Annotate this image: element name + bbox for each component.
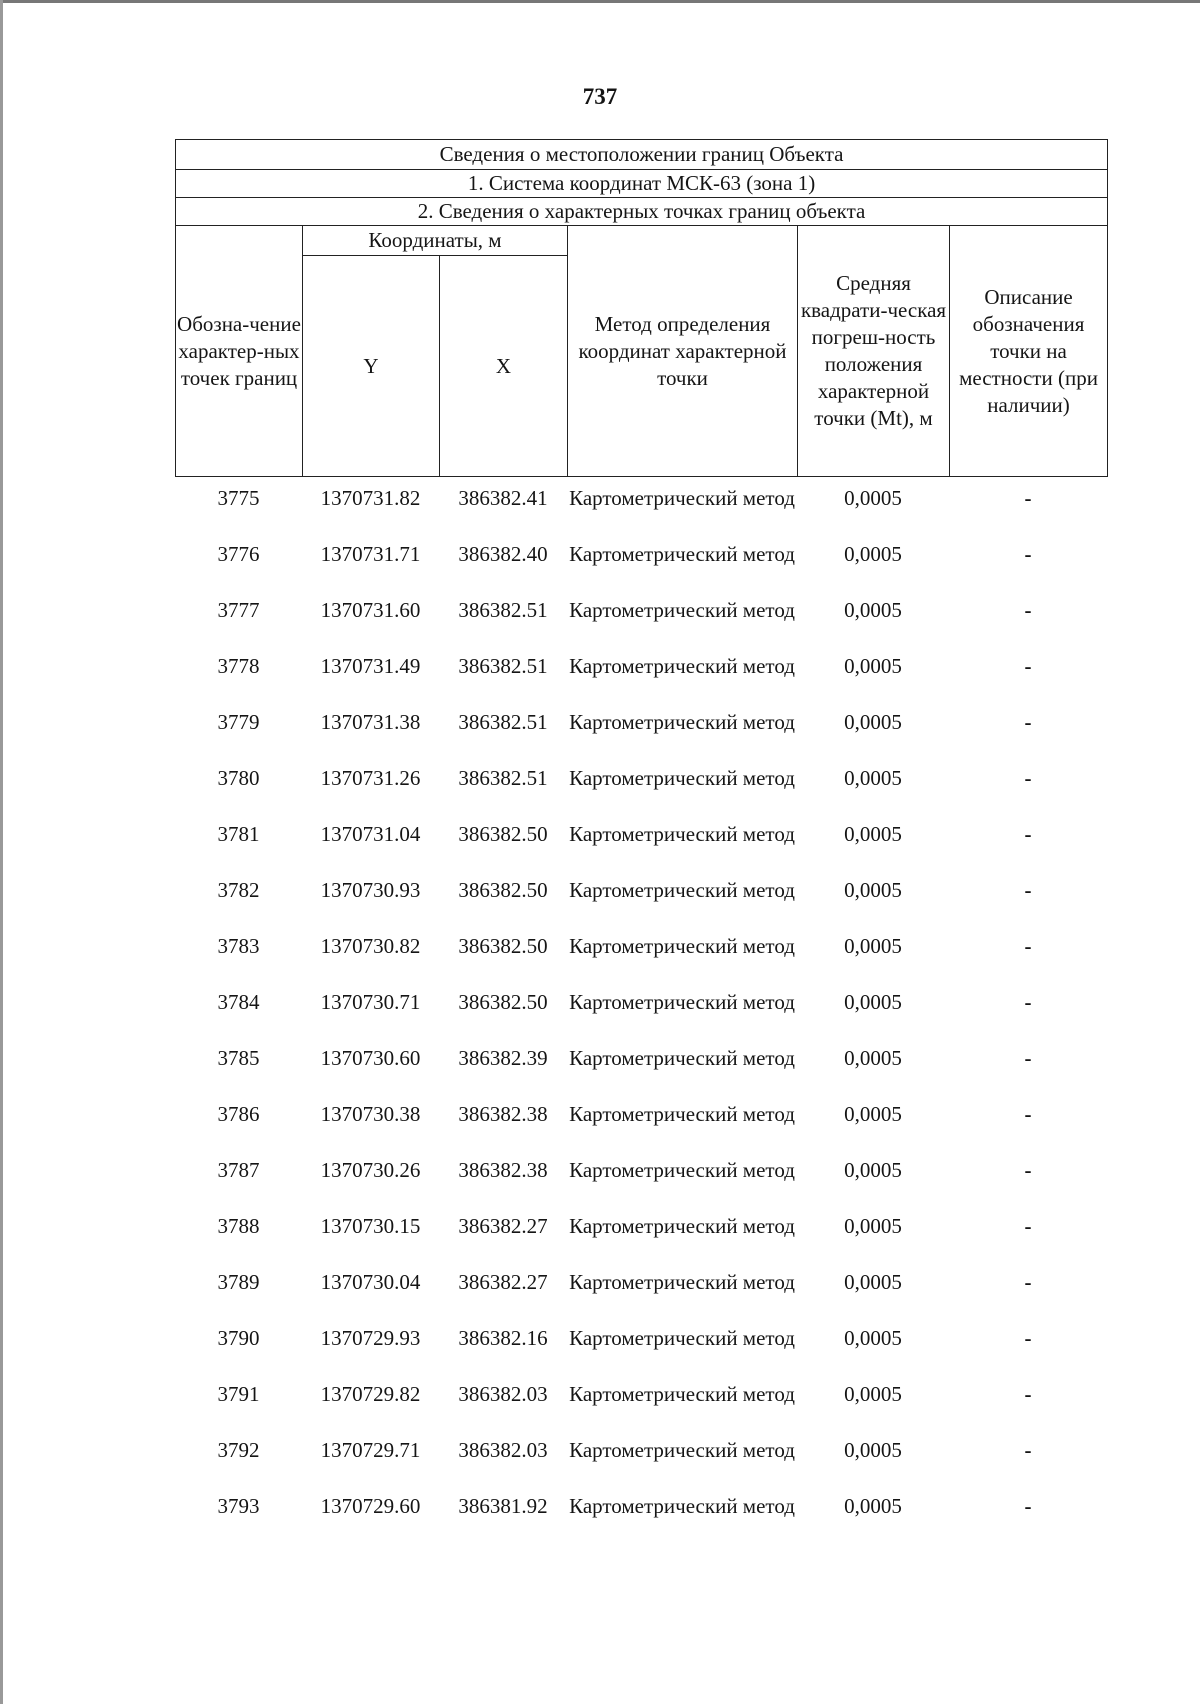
cell-point: 3781 [217,822,260,846]
cell-error: 0,0005 [844,878,902,902]
section-title: 2. Сведения о характерных точках границ объекта [176,198,1108,226]
coordinate-system: 1. Система координат МСК-63 (зона 1) [176,170,1108,198]
header-x: X [440,256,568,477]
cell-description: - [1024,486,1032,510]
cell-x: 386382.03 [458,1438,548,1462]
table-row [175,1213,1107,1269]
cell-description: - [1024,1046,1032,1070]
page-left-edge [0,0,3,1704]
cell-description: - [1024,822,1032,846]
cell-method: Картометрический метод [569,1382,795,1406]
cell-description: - [1024,710,1032,734]
cell-y: 1370729.82 [320,1382,421,1406]
cell-method: Картометрический метод [569,1158,795,1182]
cell-method: Картометрический метод [569,1494,795,1518]
cell-y: 1370731.38 [320,710,421,734]
cell-error: 0,0005 [844,542,902,566]
table-title: Сведения о местоположении границ Объекта [176,140,1108,170]
table-row [175,1437,1107,1493]
cell-y: 1370731.82 [320,486,421,510]
cell-x: 386382.51 [458,598,548,622]
header-y: Y [303,256,440,477]
cell-description: - [1024,1102,1032,1126]
cell-error: 0,0005 [844,1382,902,1406]
table-row [175,1269,1107,1325]
cell-description: - [1024,654,1032,678]
cell-point: 3786 [217,1102,260,1126]
cell-method: Картометрический метод [569,766,795,790]
table-row [175,485,1107,541]
cell-x: 386382.38 [458,1158,548,1182]
cell-error: 0,0005 [844,990,902,1014]
cell-method: Картометрический метод [569,542,795,566]
cell-x: 386382.27 [458,1214,548,1238]
cell-point: 3780 [217,766,260,790]
table-row [175,933,1107,989]
cell-point: 3787 [217,1158,260,1182]
cell-point: 3776 [217,542,260,566]
table-row [175,1381,1107,1437]
cell-error: 0,0005 [844,654,902,678]
points-table-body [175,485,1107,1549]
cell-point: 3789 [217,1270,260,1294]
cell-y: 1370731.04 [320,822,421,846]
table-row [175,1101,1107,1157]
cell-point: 3777 [217,598,260,622]
cell-y: 1370730.38 [320,1102,421,1126]
table-row [175,1493,1107,1549]
header-coordinates: Координаты, м [303,226,568,256]
cell-y: 1370730.82 [320,934,421,958]
header-point: Обозна-чение характер-ных точек границ [176,226,303,477]
cell-point: 3783 [217,934,260,958]
cell-y: 1370730.15 [320,1214,421,1238]
cell-method: Картометрический метод [569,1326,795,1350]
cell-x: 386382.50 [458,878,548,902]
cell-error: 0,0005 [844,1494,902,1518]
cell-point: 3788 [217,1214,260,1238]
cell-y: 1370730.60 [320,1046,421,1070]
cell-y: 1370730.71 [320,990,421,1014]
cell-x: 386382.40 [458,542,548,566]
cell-method: Картометрический метод [569,1270,795,1294]
table-row [175,765,1107,821]
header-method: Метод определения координат характерной точки [568,226,798,477]
points-table [175,485,1107,1549]
cell-x: 386382.27 [458,1270,548,1294]
cell-description: - [1024,1382,1032,1406]
header-table [175,139,1108,477]
header-description: Описание обозначения точки на местности (при наличии) [950,226,1108,477]
cell-description: - [1024,1214,1032,1238]
cell-method: Картометрический метод [569,1102,795,1126]
cell-x: 386382.03 [458,1382,548,1406]
cell-method: Картометрический метод [569,486,795,510]
cell-x: 386382.16 [458,1326,548,1350]
table-row [175,1045,1107,1101]
cell-y: 1370731.71 [320,542,421,566]
cell-error: 0,0005 [844,1046,902,1070]
cell-description: - [1024,766,1032,790]
cell-description: - [1024,878,1032,902]
cell-description: - [1024,1270,1032,1294]
cell-description: - [1024,1438,1032,1462]
cell-error: 0,0005 [844,1270,902,1294]
cell-error: 0,0005 [844,1158,902,1182]
table-row [175,821,1107,877]
table-row [175,541,1107,597]
cell-x: 386382.39 [458,1046,548,1070]
cell-error: 0,0005 [844,598,902,622]
cell-method: Картометрический метод [569,1046,795,1070]
cell-description: - [1024,598,1032,622]
cell-point: 3782 [217,878,260,902]
cell-y: 1370730.93 [320,878,421,902]
table-row [175,653,1107,709]
cell-point: 3778 [217,654,260,678]
table-row [175,989,1107,1045]
cell-y: 1370729.71 [320,1438,421,1462]
cell-y: 1370731.26 [320,766,421,790]
cell-method: Картометрический метод [569,1214,795,1238]
cell-error: 0,0005 [844,1438,902,1462]
cell-point: 3792 [217,1438,260,1462]
cell-x: 386382.50 [458,822,548,846]
cell-method: Картометрический метод [569,654,795,678]
table-row [175,709,1107,765]
cell-method: Картометрический метод [569,710,795,734]
cell-y: 1370729.93 [320,1326,421,1350]
table-row [175,1157,1107,1213]
cell-point: 3793 [217,1494,260,1518]
cell-error: 0,0005 [844,822,902,846]
page-number: 737 [582,84,618,109]
cell-x: 386382.51 [458,710,548,734]
cell-error: 0,0005 [844,1102,902,1126]
cell-method: Картометрический метод [569,1438,795,1462]
cell-error: 0,0005 [844,710,902,734]
cell-x: 386382.51 [458,766,548,790]
cell-description: - [1024,934,1032,958]
cell-description: - [1024,1158,1032,1182]
cell-description: - [1024,542,1032,566]
cell-x: 386381.92 [458,1494,548,1518]
cell-method: Картометрический метод [569,934,795,958]
cell-method: Картометрический метод [569,878,795,902]
cell-method: Картометрический метод [569,822,795,846]
cell-y: 1370730.26 [320,1158,421,1182]
cell-y: 1370731.49 [320,654,421,678]
table-row [175,1325,1107,1381]
cell-error: 0,0005 [844,486,902,510]
cell-point: 3779 [217,710,260,734]
cell-point: 3784 [217,990,260,1014]
cell-x: 386382.38 [458,1102,548,1126]
cell-x: 386382.50 [458,990,548,1014]
cell-error: 0,0005 [844,766,902,790]
page-top-edge [0,0,1200,3]
cell-error: 0,0005 [844,934,902,958]
cell-error: 0,0005 [844,1326,902,1350]
cell-description: - [1024,1494,1032,1518]
table-row [175,597,1107,653]
cell-x: 386382.41 [458,486,548,510]
cell-point: 3790 [217,1326,260,1350]
cell-point: 3791 [217,1382,260,1406]
cell-error: 0,0005 [844,1214,902,1238]
cell-method: Картометрический метод [569,598,795,622]
cell-method: Картометрический метод [569,990,795,1014]
cell-y: 1370731.60 [320,598,421,622]
cell-y: 1370729.60 [320,1494,421,1518]
cell-point: 3775 [217,486,260,510]
cell-point: 3785 [217,1046,260,1070]
cell-x: 386382.50 [458,934,548,958]
cell-description: - [1024,990,1032,1014]
cell-description: - [1024,1326,1032,1350]
header-error: Средняя квадрати-ческая погреш-ность положения характерной точки (Mt), м [798,226,950,477]
table-row [175,877,1107,933]
cell-y: 1370730.04 [320,1270,421,1294]
cell-x: 386382.51 [458,654,548,678]
